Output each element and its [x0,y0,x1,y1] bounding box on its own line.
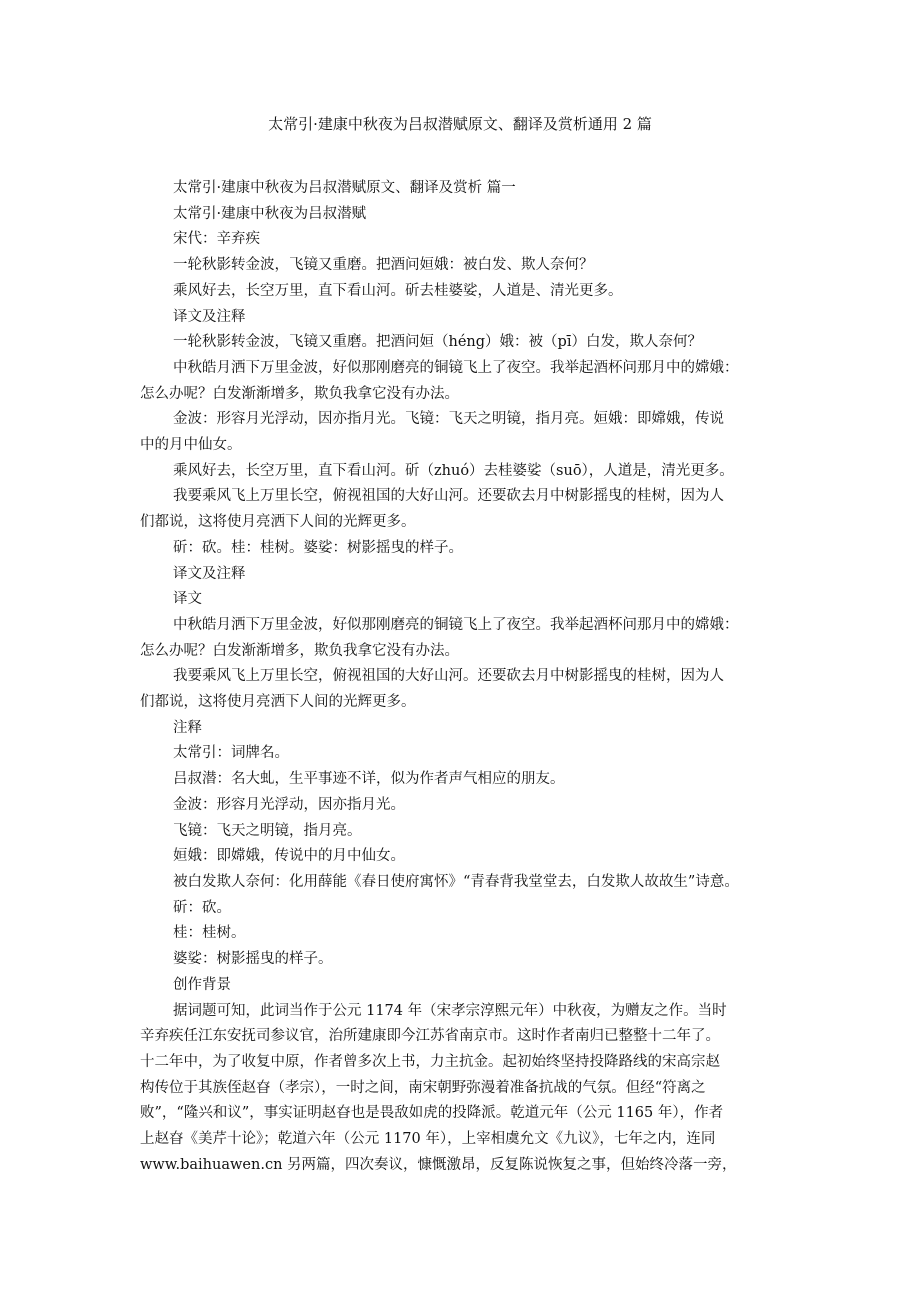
text-line: 太常引·建康中秋夜为吕叔潜赋原文、翻译及赏析 篇一 [173,180,516,196]
text-line: 金波：形容月光浮动，因亦指月光。 [173,796,405,813]
text-line: 我要乘风飞上万里长空，俯视祖国的大好山河。还要砍去月中树影摇曳的桂树，因为人 [173,488,724,505]
text-line: 金波：形容月光浮动，因亦指月光。飞镜：飞天之明镜，指月亮。姮娥：即嫦娥，传说 [173,411,724,428]
text-line: 斫：砍。 [173,899,231,916]
text-line: 构传位于其族侄赵昚（孝宗），一时之间，南宋朝野弥漫着准备抗战的气氛。但经“符离之 [140,1079,706,1096]
text-line: 我要乘风飞上万里长空，俯视祖国的大好山河。还要砍去月中树影摇曳的桂树，因为人 [173,668,724,685]
text-line: 中的月中仙女。 [140,437,242,454]
text-line: 被白发欺人奈何：化用薛能《春日使府寓怀》“青春背我堂堂去，白发欺人故故生”诗意。 [173,873,739,890]
text-line: 桂：桂树。 [173,925,246,942]
text-line: 译文 [173,591,202,608]
text-line: 译文及注释 [173,565,246,582]
document-title: 太常引·建康中秋夜为吕叔潜赋原文、翻译及赏析通用 2 篇 [268,115,652,133]
text-line: 吕叔潜：名大虬，生平事迹不详，似为作者声气相应的朋友。 [173,771,565,788]
text-line: 们都说，这将使月亮洒下人间的光辉更多。 [140,694,416,711]
text-line: 中秋皓月洒下万里金波，好似那刚磨亮的铜镜飞上了夜空。我举起酒杯问那月中的嫦娥： [173,359,739,376]
text-line: www.baihuawen.cn 另两篇，四次奏议，慷慨激昂，反复陈说恢复之事，但始终冷落一旁， [140,1156,737,1173]
text-line: 上赵昚《美芹十论》；乾道六年（公元 1170 年），上宰相虞允文《九议》，七年之内，连同 [140,1131,716,1148]
text-line: 乘风好去，长空万里，直下看山河。斫（zhuó）去桂婆娑（suō），人道是，清光更多。 [173,462,734,479]
text-line: 太常引：词牌名。 [173,745,289,762]
text-line: 太常引·建康中秋夜为吕叔潜赋 [173,205,367,222]
text-line: 怎么办呢？白发渐渐增多，欺负我拿它没有办法。 [140,642,459,659]
text-line: 辛弃疾任江东安抚司参议官，治所建康即今江苏省南京市。这时作者南归已整整十二年了。 [140,1028,720,1045]
text-line: 婆娑：树影摇曳的样子。 [173,951,333,968]
text-line: 乘风好去，长空万里，直下看山河。斫去桂婆娑，人道是、清光更多。 [173,282,623,299]
text-line: 创作背景 [173,976,231,993]
text-line: 十二年中，为了收复中原，作者曾多次上书，力主抗金。起初始终坚持投降路线的宋高宗赵 [140,1053,720,1070]
text-line: 怎么办呢？白发渐渐增多，欺负我拿它没有办法。 [140,385,459,402]
text-line: 姮娥：即嫦娥，传说中的月中仙女。 [173,848,405,865]
text-line: 一轮秋影转金波，飞镜又重磨。把酒问姮（héng）娥：被（pī）白发，欺人奈何？ [173,334,702,351]
document-body [140,176,790,1178]
text-line: 一轮秋影转金波，飞镜又重磨。把酒问姮娥：被白发、欺人奈何？ [173,257,594,274]
text-line: 据词题可知，此词当作于公元 1174 年（宋孝宗淳熙元年）中秋夜，为赠友之作。当时 [173,1002,727,1019]
text-line: 译文及注释 [173,308,246,325]
text-line: 斫：砍。桂：桂树。婆娑：树影摇曳的样子。 [173,539,463,556]
text-line: 中秋皓月洒下万里金波，好似那刚磨亮的铜镜飞上了夜空。我举起酒杯问那月中的嫦娥： [173,616,739,633]
text-line: 败”，“隆兴和议”，事实证明赵昚也是畏敌如虎的投降派。乾道元年（公元 1165 年），作者 [140,1105,724,1122]
text-line: 宋代：辛弃疾 [173,231,260,248]
text-line: 注释 [173,719,202,736]
text-line: 们都说，这将使月亮洒下人间的光辉更多。 [140,514,416,531]
text-line: 飞镜：飞天之明镜，指月亮。 [173,822,362,839]
